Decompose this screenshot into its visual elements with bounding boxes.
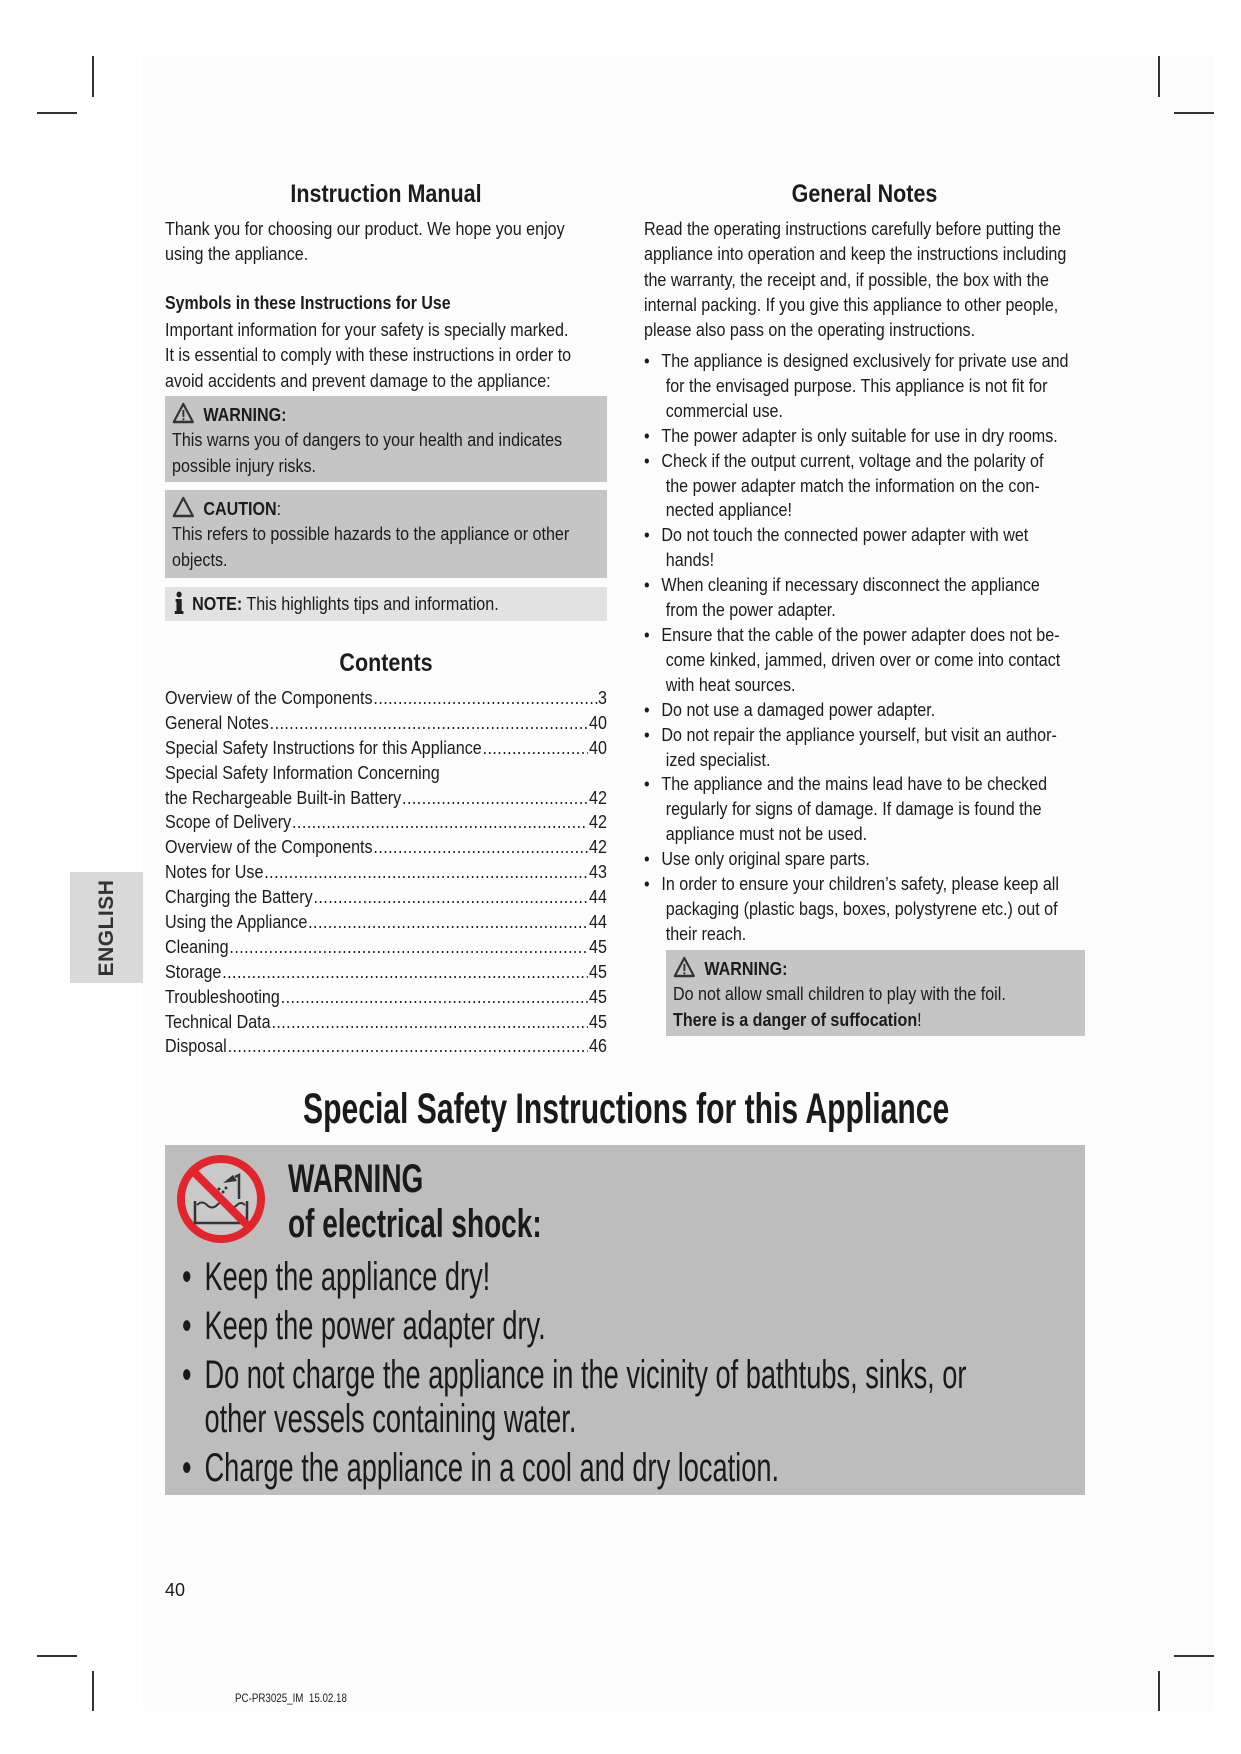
toc-entry-prefix: Special Safety Information Concerning: [165, 761, 440, 783]
warning-label-row: [172, 402, 562, 427]
electrical-shock-warning-box: [165, 1145, 1085, 1495]
crop-mark: [92, 56, 94, 97]
toc-entry-page: 42: [589, 786, 607, 808]
caution-box: [165, 490, 607, 578]
toc-entry-page: 46: [589, 1035, 607, 1057]
bullet-dot: •: [182, 1446, 192, 1490]
toc-entry: [165, 885, 607, 910]
text-line: Keep the appliance dry!: [204, 1255, 491, 1299]
toc-entry-page: 42: [589, 811, 607, 833]
toc-entry-title: Notes for Use: [165, 861, 264, 883]
crop-mark: [92, 1671, 94, 1711]
crop-mark: [1174, 112, 1214, 114]
text-line: the power adapter match the information on the con-: [665, 474, 1040, 496]
text-line: This refers to possible hazards to the appliance or other: [172, 523, 570, 545]
text-line: Do not repair the appliance yourself, but visit an author-: [661, 723, 1057, 745]
crop-mark: [37, 1655, 77, 1657]
caution-text: [172, 521, 569, 572]
bullet-item: [182, 1353, 966, 1441]
table-of-contents: [165, 686, 607, 1059]
toc-entry-title: Scope of Delivery: [165, 811, 292, 833]
toc-entry-page: 45: [589, 960, 607, 982]
bullet-dot: •: [644, 524, 650, 546]
text-line: from the power adapter.: [665, 599, 836, 621]
text-line: their reach.: [665, 922, 747, 944]
crop-mark: [1174, 1655, 1214, 1657]
text-line: regularly for signs of damage. If damage is found the: [665, 798, 1042, 820]
toc-entry-page: 3: [598, 687, 607, 708]
caution-colon: :: [276, 498, 282, 519]
text-line: avoid accidents and prevent damage to the appliance:: [165, 369, 551, 391]
toc-entry: [165, 935, 607, 960]
text-line: appliance into operation and keep the instructions including: [644, 243, 1067, 265]
toc-leader-dots: [270, 711, 589, 736]
toc-entry: [165, 711, 607, 736]
note-text: This highlights tips and information.: [242, 593, 499, 614]
text-line: Thank you for choosing our product. We hope you enjoy: [165, 218, 565, 239]
text-line: Do not use a damaged power adapter.: [661, 698, 936, 720]
toc-entry-page: 45: [589, 935, 607, 957]
toc-leader-dots: [373, 686, 597, 711]
toc-entry-title: Troubleshooting: [165, 985, 280, 1007]
text-line: internal packing. If you give this appliance to other people,: [644, 293, 1059, 315]
text-line: Do not charge the appliance in the vicinity of bathtubs, sinks, or: [204, 1353, 967, 1397]
toc-entry-page: 40: [589, 736, 607, 758]
note-box: [165, 587, 607, 621]
bullet-dot: •: [644, 574, 650, 596]
text-line: Charge the appliance in a cool and dry location.: [204, 1446, 780, 1490]
toc-leader-dots: [271, 1010, 588, 1035]
text-line: appliance must not be used.: [665, 823, 868, 845]
bullet-dot: •: [182, 1255, 192, 1299]
warning-triangle-icon: [673, 956, 696, 978]
intro-text: [165, 216, 565, 267]
bullet-item: [644, 872, 1068, 947]
toc-entry: [165, 1010, 607, 1035]
text-line: ized specialist.: [665, 748, 771, 770]
general-notes-bullets: [644, 349, 1068, 947]
text-line: objects.: [172, 548, 228, 570]
electrical-warning-title: WARNING: [288, 1157, 424, 1201]
instruction-manual-heading: Instruction Manual: [290, 180, 482, 208]
toc-entry-title: Disposal: [165, 1035, 227, 1057]
toc-leader-dots: [228, 1034, 589, 1059]
toc-entry-title: Technical Data: [165, 1010, 271, 1032]
page-number: 40: [165, 1580, 186, 1600]
text-line: other vessels containing water.: [204, 1397, 577, 1441]
suffocation-text: There is a danger of suffocation: [673, 1008, 918, 1030]
bullet-dot: •: [644, 623, 650, 645]
toc-leader-dots: [483, 736, 589, 761]
toc-entry-page: 44: [589, 886, 607, 908]
toc-entry-title: Overview of the Components: [165, 836, 373, 858]
toc-entry: [165, 985, 607, 1010]
text-line: possible injury risks.: [172, 454, 317, 476]
text-line: Use only original spare parts.: [661, 848, 870, 870]
crop-mark: [37, 112, 77, 114]
text-line: Do not touch the connected power adapter with wet: [661, 524, 1029, 546]
bullet-dot: •: [182, 1304, 192, 1348]
text-line: This warns you of dangers to your health and indicates: [172, 429, 563, 451]
toc-entry-page: 45: [589, 985, 607, 1007]
toc-entry-title: Storage: [165, 960, 222, 982]
text-line: the warranty, the receipt and, if possible, the box with the: [644, 268, 1049, 290]
warning-box: [165, 396, 607, 482]
caution-label: CAUTION: [203, 498, 277, 519]
text-line: please also pass on the operating instructions.: [644, 319, 976, 341]
text-line: hands!: [665, 549, 715, 571]
text-line: commercial use.: [665, 399, 783, 421]
toc-entry-page: 42: [589, 836, 607, 858]
crop-mark: [1158, 1671, 1160, 1711]
toc-leader-dots: [229, 935, 588, 960]
general-notes-heading: General Notes: [791, 180, 938, 208]
bullet-dot: •: [644, 873, 650, 895]
warning-label: WARNING:: [203, 404, 287, 425]
caution-triangle-icon: [172, 496, 195, 518]
foil-warning-label: WARNING:: [704, 958, 788, 979]
toc-leader-dots: [281, 985, 588, 1010]
bullet-item: [644, 772, 1068, 847]
toc-entry: [165, 835, 607, 860]
bullet-item: [644, 698, 1068, 723]
bullet-dot: •: [644, 848, 650, 870]
warning-triangle-icon: [172, 402, 195, 424]
text-line: It is essential to comply with these instructions in order to: [165, 344, 572, 366]
crop-mark: [1158, 56, 1160, 97]
toc-entry-title: Special Safety Instructions for this Appliance: [165, 736, 482, 758]
toc-leader-dots: [222, 960, 588, 985]
text-line: The power adapter is only suitable for use in dry rooms.: [661, 424, 1058, 446]
bullet-item: [644, 723, 1068, 773]
toc-leader-dots: [264, 860, 588, 885]
text-line: Check if the output current, voltage and the polarity of: [661, 449, 1044, 471]
toc-leader-dots: [402, 786, 588, 811]
bullet-item: [644, 449, 1068, 524]
text-line: Keep the power adapter dry.: [204, 1304, 546, 1348]
toc-entry: [165, 860, 607, 885]
bullet-dot: •: [644, 449, 650, 471]
suffocation-warning: [673, 1007, 1006, 1032]
info-icon: [173, 591, 185, 615]
toc-entry: [165, 1034, 607, 1059]
warning-text: [172, 427, 562, 478]
toc-entry-title: Overview of the Components: [165, 687, 373, 708]
suffocation-exclamation: !: [917, 1008, 922, 1030]
bullet-item: [644, 424, 1068, 449]
toc-entry-page: 43: [589, 861, 607, 883]
text-line: packaging (plastic bags, boxes, polystyrene etc.) out of: [665, 897, 1058, 919]
toc-entry: [165, 810, 607, 835]
bullet-item: [644, 523, 1068, 573]
toc-entry-title: Charging the Battery: [165, 886, 313, 908]
toc-entry-page: 40: [589, 711, 607, 733]
text-line: When cleaning if necessary disconnect the appliance: [661, 574, 1040, 596]
symbols-heading: Symbols in these Instructions for Use: [165, 292, 451, 313]
symbols-text: [165, 317, 571, 393]
text-line: Ensure that the cable of the power adapter does not be-: [661, 623, 1060, 645]
foil-warning-label-row: [673, 956, 1006, 981]
bullet-dot: •: [644, 350, 650, 371]
caution-label-row: [172, 496, 569, 521]
toc-entry: [165, 960, 607, 985]
text-line: with heat sources.: [665, 673, 796, 695]
toc-entry: [165, 786, 607, 811]
toc-entry-title: the Rechargeable Built-in Battery: [165, 786, 402, 808]
note-label: NOTE:: [192, 593, 243, 614]
toc-leader-dots: [373, 835, 588, 860]
no-water-prohibition-icon: [175, 1153, 267, 1245]
bullet-item: [644, 349, 1068, 424]
bullet-item: [644, 847, 1068, 872]
general-notes-intro: [644, 216, 1066, 342]
bullet-dot: •: [644, 424, 650, 446]
text-line: come kinked, jammed, driven over or come into contact: [665, 648, 1061, 670]
contents-heading: Contents: [339, 649, 433, 677]
toc-entry-page: 45: [589, 1010, 607, 1032]
safety-section-title: Special Safety Instructions for this Appliance: [303, 1085, 950, 1133]
bullet-item: [182, 1446, 966, 1490]
bullet-item: [182, 1255, 966, 1299]
toc-entry-title: General Notes: [165, 711, 269, 733]
text-line: nected appliance!: [665, 499, 792, 521]
text-line: for the envisaged purpose. This appliance is not fit for: [665, 374, 1048, 396]
text-line: using the appliance.: [165, 243, 309, 265]
print-footer: PC-PR3025_IM 15.02.18: [235, 1693, 347, 1705]
bullet-dot: •: [182, 1353, 192, 1397]
text-line: Important information for your safety is specially marked.: [165, 319, 569, 340]
language-tab-label: ENGLISH: [94, 879, 118, 976]
toc-entry-title: Using the Appliance: [165, 911, 308, 933]
toc-leader-dots: [292, 810, 588, 835]
foil-warning-text: Do not allow small children to play with the foil.: [673, 983, 1006, 1005]
text-line: The appliance and the mains lead have to be checked: [661, 773, 1048, 795]
text-line: Read the operating instructions carefully before putting the: [644, 218, 1061, 239]
electrical-safety-bullets: [182, 1255, 966, 1495]
foil-warning-box: [666, 950, 1085, 1036]
bullet-item: [182, 1304, 966, 1348]
bullet-item: [644, 573, 1068, 623]
bullet-item: [644, 623, 1068, 698]
bullet-dot: •: [644, 723, 650, 745]
toc-entry: [165, 686, 607, 711]
language-tab: [70, 872, 143, 983]
bullet-dot: •: [644, 773, 650, 795]
toc-entry: [165, 910, 607, 935]
text-line: The appliance is designed exclusively for private use and: [661, 350, 1069, 371]
toc-entry-page: 44: [589, 911, 607, 933]
toc-entry-title: Cleaning: [165, 935, 229, 957]
toc-entry: [165, 736, 607, 761]
toc-leader-dots: [313, 885, 588, 910]
electrical-warning-subtitle: of electrical shock:: [288, 1202, 542, 1246]
toc-leader-dots: [308, 910, 588, 935]
bullet-dot: •: [644, 698, 650, 720]
text-line: In order to ensure your children’s safety, please keep all: [661, 873, 1059, 895]
